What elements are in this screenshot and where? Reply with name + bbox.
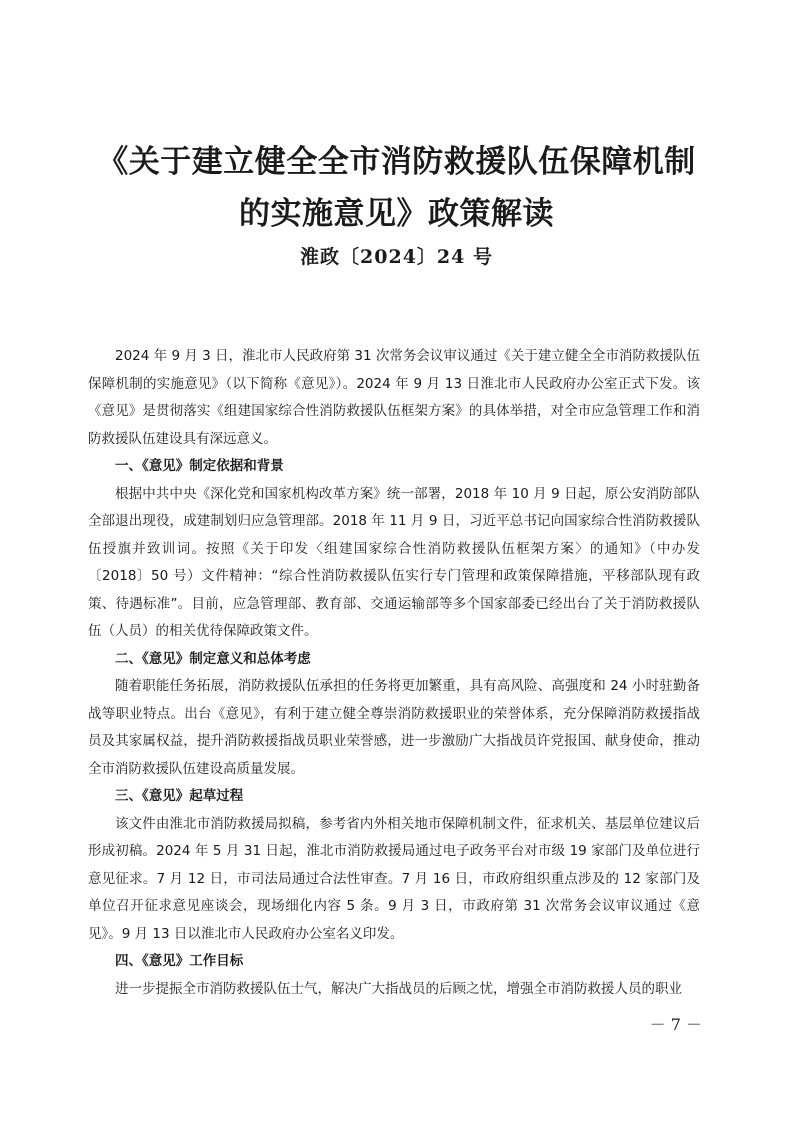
document-title-line-2: 的实施意见》政策解读 [239, 196, 554, 232]
document-title-line-1: 《关于建立健全全市消防救援队伍保障机制 [97, 144, 696, 180]
page-number: － 7 － [649, 1015, 702, 1034]
section-3-heading: 三、《意见》起草过程 [115, 788, 244, 804]
section-1-paragraph: 根据中共中央《深化党和国家机构改革方案》统一部署，2018 年 10 月 9 日起，原公安消防部队全部退出现役，成建制划归应急管理部。2018 年 11 月 9 日，习近平总书记向国家综合性消防救援队伍授旗并致训词。按照《关于印发〈组建国家综合性消防救援队伍框架方案〉的通知》（中办发〔2018〕50 号）文件精神：“综合性消防救援队伍实行专门管理和政策保障措施，平移部队现有政策、待遇标准”。目前，应急管理部、教育部、交通运输部等多个国家部委已经出台了关于消防救援队伍（人员）的相关优待保障政策文件。 [88, 485, 700, 639]
section-2-paragraph: 随着职能任务拓展，消防救援队伍承担的任务将更加繁重，具有高风险、高强度和 24 小时驻勤备战等职业特点。出台《意见》，有利于建立健全尊崇消防救援职业的荣誉体系，充分保障消防救援指战员及其家属权益，提升消防救援指战员职业荣誉感，进一步激励广大指战员许党报国、献身使命，推动全市消防救援队伍建设高质量发展。 [88, 678, 700, 777]
section-4-paragraph: 进一步提振全市消防救援队伍士气，解决广大指战员的后顾之忧，增强全市消防救援人员的职业 [115, 980, 682, 997]
section-1-heading: 一、《意见》制定依据和背景 [115, 458, 284, 474]
document-number: 淮政〔2024〕24 号 [300, 246, 493, 268]
intro-paragraph: 2024 年 9 月 3 日，淮北市人民政府第 31 次常务会议审议通过《关于建立健全全市消防救援队伍保障机制的实施意见》（以下简称《意见》）。2024 年 9 月 13 日淮北市人民政府办公室正式下发。该《意见》是贯彻落实《组建国家综合性消防救援队伍框架方案》的具体举措，对全市应急管理工作和消防救援队伍建设具有深远意义。 [88, 348, 700, 447]
section-2-heading: 二、《意见》制定意义和总体考虑 [115, 650, 311, 667]
document-body [88, 343, 700, 1003]
section-3-paragraph: 该文件由淮北市消防救援局拟稿，参考省内外相关地市保障机制文件，征求机关、基层单位建议后形成初稿。2024 年 5 月 31 日起，淮北市消防救援局通过电子政务平台对市级 19 家部门及单位进行意见征求。7 月 12 日，市司法局通过合法性审查。7 月 16 日，市政府组织重点涉及的 12 家部门及单位召开征求意见座谈会，现场细化内容 5 条。9 月 3 日，市政府第 31 次常务会议审议通过《意见》。9 月 13 日以淮北市人民政府办公室名义印发。 [88, 815, 700, 942]
section-4-heading: 四、《意见》工作目标 [115, 953, 244, 969]
